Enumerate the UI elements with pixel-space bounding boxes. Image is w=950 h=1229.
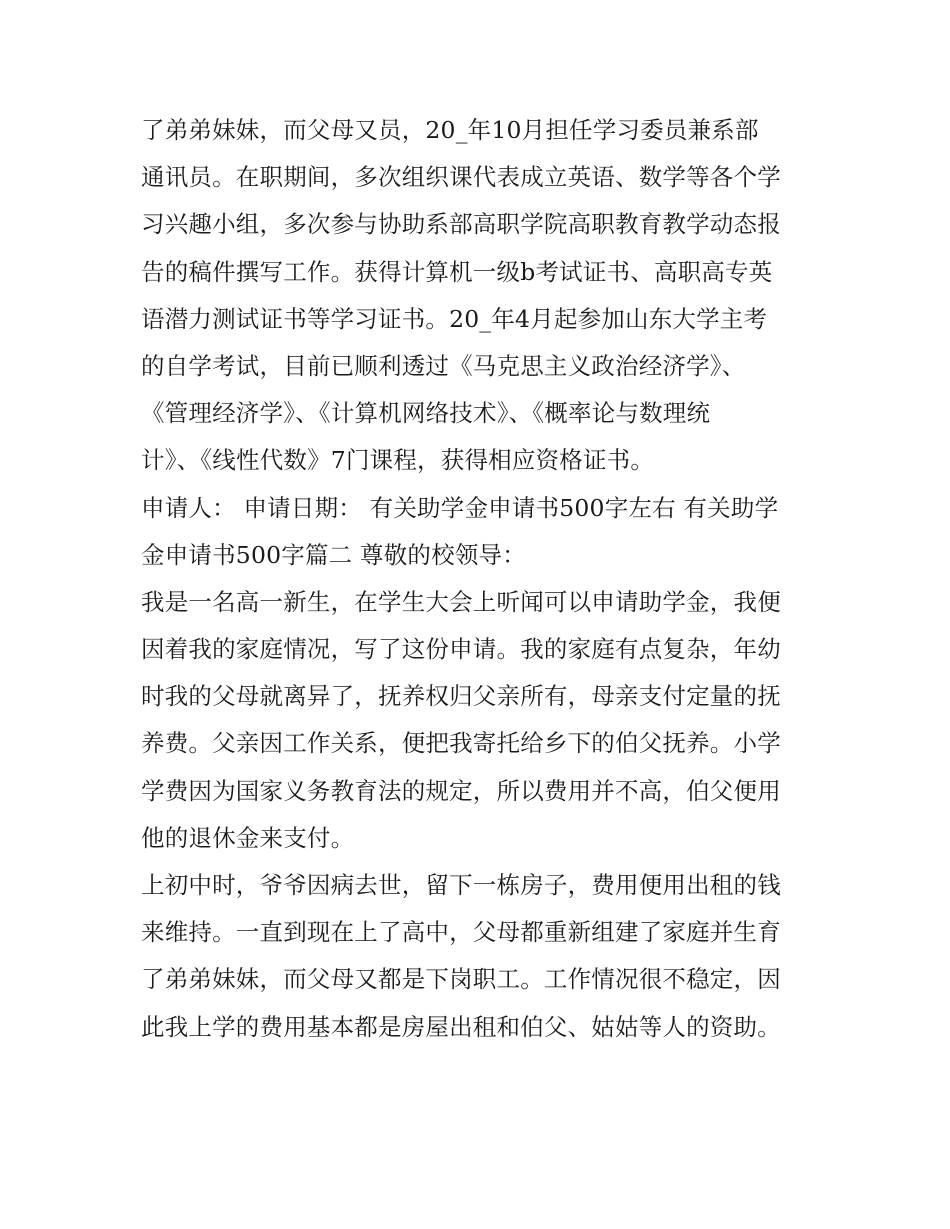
- text-line: 来维持。一直到现在上了高中，父母都重新组建了家庭并生育: [141, 918, 781, 947]
- text-line: 了弟弟妹妹，而父母又员，20_年10月担任学习委员兼系部: [141, 116, 759, 144]
- text-line: 他的退休金来支付。: [141, 823, 355, 852]
- text-line: 金申请书500字篇二 尊敬的校领导：: [141, 540, 526, 569]
- text-line: 时我的父母就离异了，抚养权归父亲所有，母亲支付定量的抚: [141, 682, 781, 711]
- text-line: 语潜力测试证书等学习证书。20_年4月起参加山东大学主考: [141, 304, 768, 333]
- text-line: 我是一名高一新生，在学生大会上听闻可以申请助学金，我便: [141, 587, 781, 616]
- text-line: 通讯员。在职期间，多次组织课代表成立英语、数学等各个学: [141, 163, 781, 192]
- text-line: 《管理经济学》、《计算机网络技术》、《概率论与数理统: [141, 399, 711, 428]
- text-line: 告的稿件撰写工作。获得计算机一级b考试证书、高职高专英: [141, 257, 773, 286]
- text-line: 计》、《线性代数》7门课程，获得相应资格证书。: [141, 446, 655, 475]
- text-line: 了弟弟妹妹，而父母又都是下岗职工。工作情况很不稳定，因: [141, 965, 781, 994]
- text-line: 习兴趣小组，多次参与协助系部高职学院高职教育教学动态报: [141, 210, 781, 239]
- text-line: 因着我的家庭情况，写了这份申请。我的家庭有点复杂，年幼: [141, 635, 781, 664]
- document-body: [141, 107, 821, 1051]
- text-line: 学费因为国家义务教育法的规定，所以费用并不高，伯父便用: [141, 776, 781, 805]
- text-line: 的自学考试，目前已顺利透过《马克思主义政治经济学》、: [141, 351, 746, 380]
- text-line: 养费。父亲因工作关系，便把我寄托给乡下的伯父抚养。小学: [141, 729, 781, 758]
- text-line: 申请人： 申请日期： 有关助学金申请书500字左右 有关助学: [141, 493, 779, 522]
- text-line: 上初中时，爷爷因病去世，留下一栋房子，费用便用出租的钱: [141, 871, 781, 899]
- text-line: 此我上学的费用基本都是房屋出租和伯父、姑姑等人的资助。: [141, 1012, 781, 1041]
